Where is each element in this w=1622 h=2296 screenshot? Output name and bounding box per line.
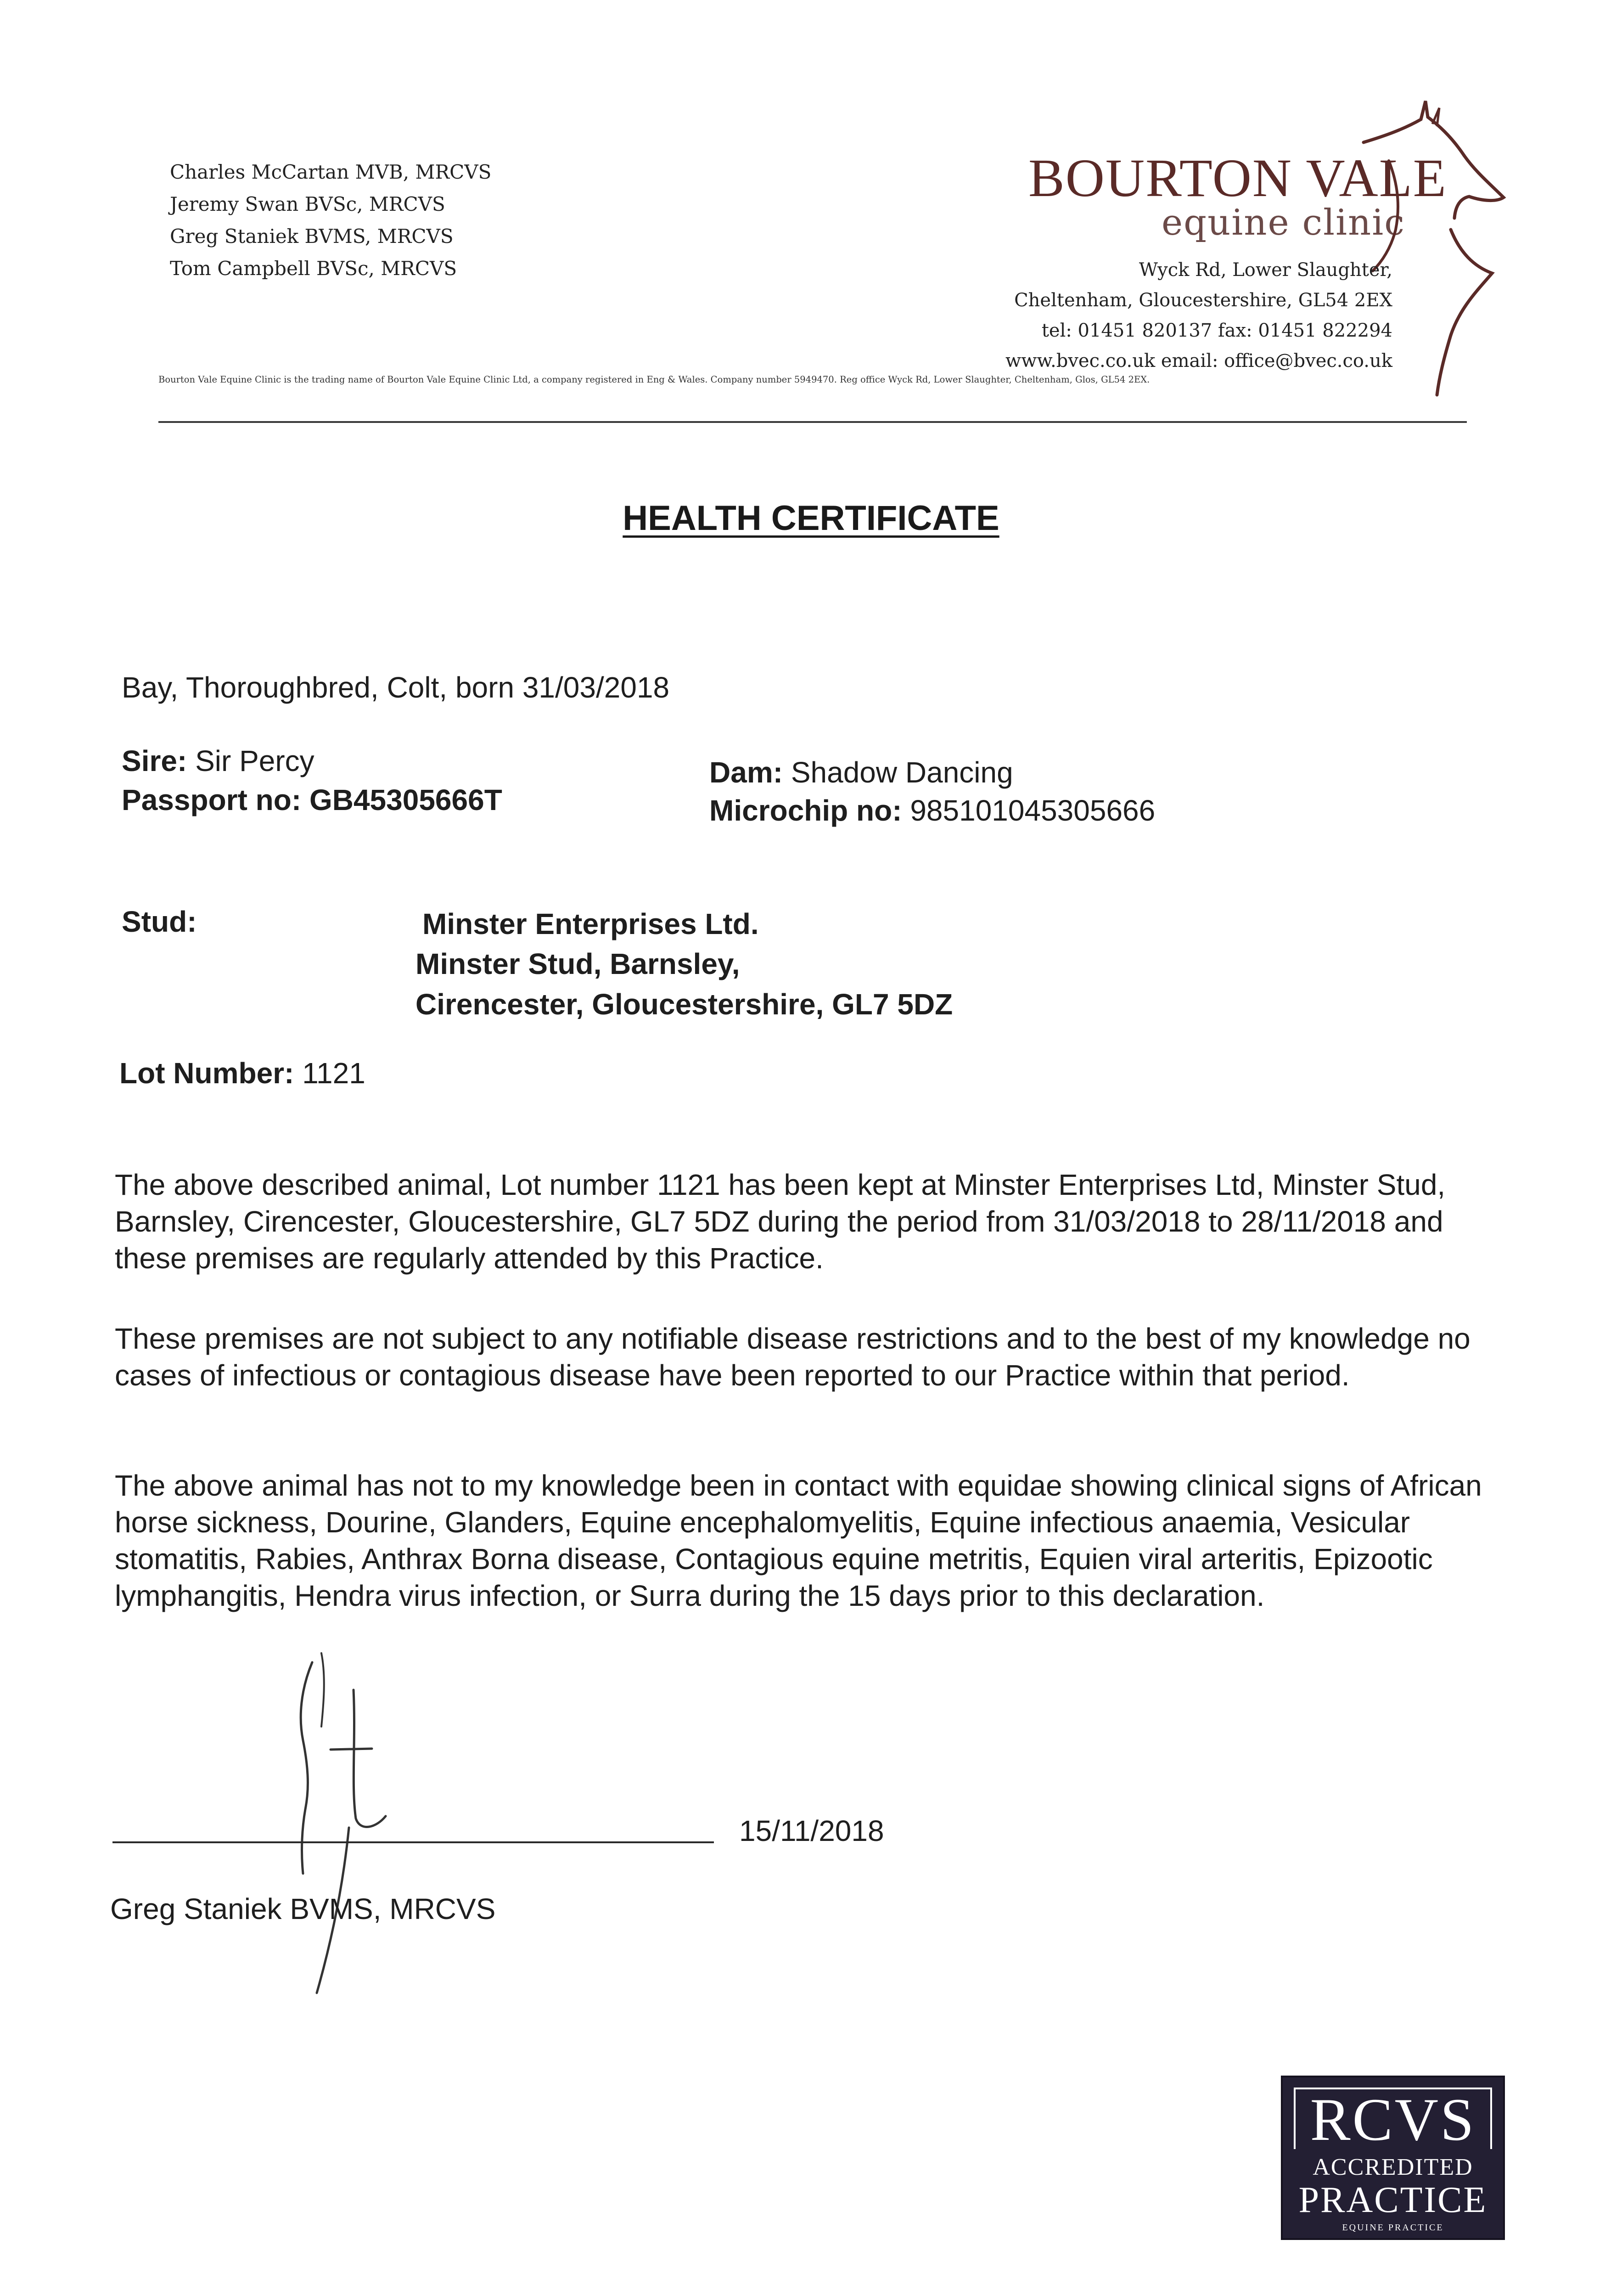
vet-name: Tom Campbell BVSc, MRCVS xyxy=(170,257,457,280)
lot-number-label: Lot Number: xyxy=(119,1057,294,1090)
rcvs-badge-line: ACCREDITED xyxy=(1313,2154,1473,2180)
address-line: tel: 01451 820137 fax: 01451 822294 xyxy=(1041,320,1392,341)
address-line: www.bvec.co.uk email: office@bvec.co.uk xyxy=(1005,350,1392,371)
sire-value: Sir Percy xyxy=(195,744,314,777)
passport-label: Passport no: xyxy=(122,783,302,816)
vet-name: Charles McCartan MVB, MRCVS xyxy=(170,161,492,183)
signature-date: 15/11/2018 xyxy=(739,1814,884,1847)
address-line: Cheltenham, Gloucestershire, GL54 2EX xyxy=(1014,290,1392,311)
rcvs-badge-line: PRACTICE xyxy=(1298,2180,1487,2220)
microchip-row xyxy=(709,793,1155,827)
rcvs-badge-line: EQUINE PRACTICE xyxy=(1342,2223,1444,2233)
vet-name: Greg Staniek BVMS, MRCVS xyxy=(170,225,454,248)
document-title: HEALTH CERTIFICATE xyxy=(623,499,999,538)
passport-row xyxy=(122,783,502,817)
stud-line: Minster Stud, Barnsley, xyxy=(415,947,740,980)
stud-line: Cirencester, Gloucestershire, GL7 5DZ xyxy=(415,988,953,1021)
signatory-name: Greg Staniek BVMS, MRCVS xyxy=(110,1892,496,1925)
address-line: Wyck Rd, Lower Slaughter, xyxy=(1139,259,1392,281)
handwritten-signature xyxy=(257,1635,409,2030)
rcvs-badge-title: RCVS xyxy=(1294,2088,1492,2149)
legal-notice: Bourton Vale Equine Clinic is the trading name of Bourton Vale Equine Clinic Ltd, a company registered in Eng & Wales. Company number 5949470. Reg office Wyck Rd, Lower Slaughter, Cheltenham, Glos, GL54 2EX. xyxy=(158,374,1150,385)
rcvs-accredited-badge xyxy=(1281,2076,1505,2240)
vet-name: Jeremy Swan BVSc, MRCVS xyxy=(170,193,445,215)
clinic-name: BOURTON VALE xyxy=(1028,148,1447,208)
passport-value: GB45305666T xyxy=(309,783,502,816)
clinic-subtitle: equine clinic xyxy=(1162,202,1405,243)
signature-line xyxy=(112,1841,714,1843)
header-divider xyxy=(158,421,1467,423)
dam-row xyxy=(709,755,1013,789)
disease-restrictions-paragraph: These premises are not subject to any notifiable disease restrictions and to the best of my knowledge no cases of infectious or contagious disease have been reported to our Practice within that period. xyxy=(115,1322,1470,1392)
clinic-address xyxy=(1005,255,1392,376)
dam-label: Dam: xyxy=(709,756,783,789)
vets-list xyxy=(170,156,491,285)
sire-label: Sire: xyxy=(122,744,187,777)
microchip-label: Microchip no: xyxy=(709,794,902,827)
contact-declaration-paragraph: The above animal has not to my knowledge been in contact with equidae showing clinical signs of African horse sickness, Dourine, Glanders, Equine encephalomyelitis, Equine infectious anaemia, Vesicular stomatitis, Rabies, Anthrax Borna disease, Contagious equine metritis, Equien viral arteritis, Epizootic lymphangitis, Hendra virus infection, or Surra during the 15 days prior to this declaration. xyxy=(115,1469,1482,1612)
animal-description: Bay, Thoroughbred, Colt, born 31/03/2018 xyxy=(122,671,670,704)
dam-value: Shadow Dancing xyxy=(791,756,1013,789)
stud-label: Stud: xyxy=(122,905,197,938)
lot-number-row xyxy=(119,1056,365,1090)
stud-line: Minster Enterprises Ltd. xyxy=(422,907,759,940)
premises-paragraph: The above described animal, Lot number 1121 has been kept at Minster Enterprises Ltd, Minster Stud, Barnsley, Cirencester, Gloucestershire, GL7 5DZ during the period from 31/03/2018 to 28/11/2018 and these premises are regularly attended by this Practice. xyxy=(115,1168,1446,1275)
sire-row xyxy=(122,744,314,778)
lot-number-value: 1121 xyxy=(302,1057,365,1090)
microchip-value: 985101045305666 xyxy=(910,794,1156,827)
